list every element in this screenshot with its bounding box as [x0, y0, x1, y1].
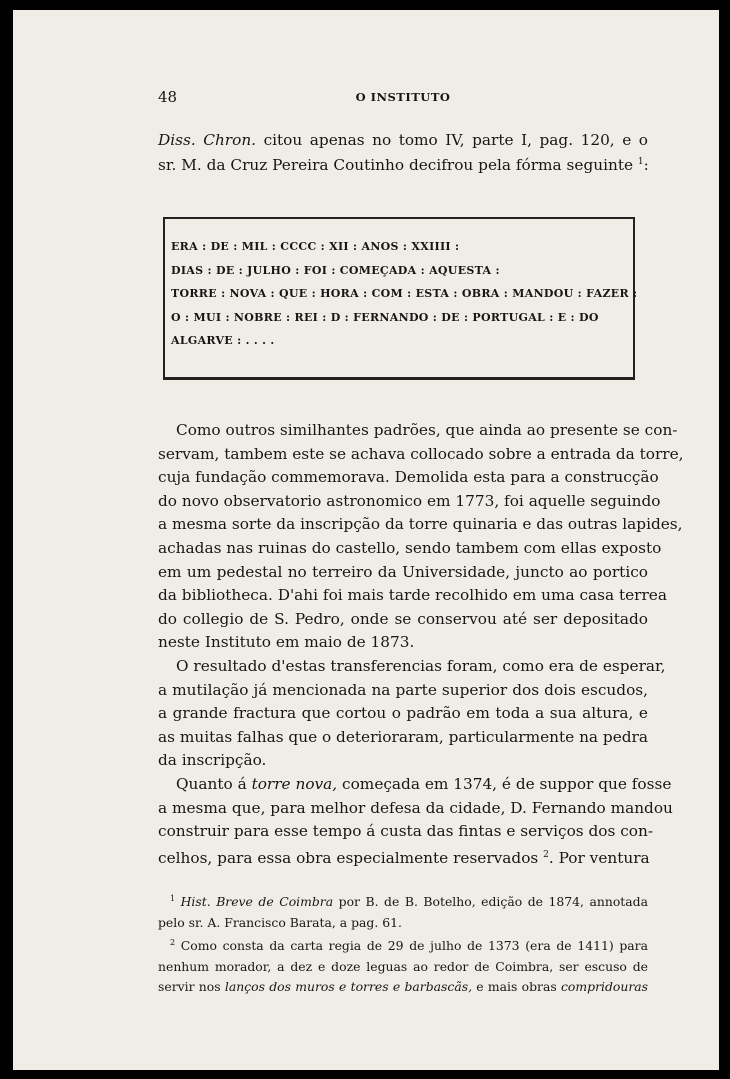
- footnote-line: pelo sr. A. Francisco Barata, a pag. 61.: [158, 914, 402, 930]
- paragraph-line: cuja fundação commemorava. Demolida esta para a construcção: [158, 468, 659, 487]
- intro-line: sr. M. da Cruz Pereira Coutinho decifrou pela fórma seguinte $^1$:: [158, 156, 649, 175]
- inscription-line: ERA : DE : MIL : CCCC : XII : ANOS : XXIIII :: [171, 240, 460, 253]
- inscription-box: [163, 217, 638, 380]
- paragraph-line: da inscripção.: [158, 751, 267, 770]
- paragraph-line: a grande fractura que cortou o padrão em toda a sua altura, e: [158, 704, 648, 723]
- footnotes: [158, 889, 648, 998]
- paragraph-line: neste Instituto em maio de 1873.: [158, 633, 415, 652]
- inscription-line: ALGARVE : . . . .: [171, 334, 275, 347]
- footnote-line: $^1$ Hist. Breve de Coimbra por B. de B. Botelho, edição de 1874, annotada: [170, 894, 648, 910]
- italic-title: Hist. Breve de Coimbra: [180, 894, 334, 910]
- paragraph-line: a mesma sorte da inscripção da torre quinaria e das outras lapides,: [158, 515, 683, 534]
- intro-line: Diss. Chron. citou apenas no tomo IV, parte I, pag. 120, e o: [158, 131, 648, 149]
- inscription-line: O : MUI : NOBRE : REI : D : FERNANDO : DE : PORTUGAL : E : DO: [171, 310, 599, 324]
- paragraph-line: celhos, para essa obra especialmente reservados $^2$. Por ventura: [158, 848, 650, 867]
- footnote-ref: 2: [543, 849, 549, 860]
- body-text: [158, 419, 684, 870]
- intro-text: [158, 129, 648, 176]
- italic-phrase: compridouras: [560, 979, 648, 995]
- inscription-line: TORRE : NOVA : QUE : HORA : COM : ESTA : OBRA : MANDOU : FAZER :: [171, 287, 638, 300]
- footnote-ref: 1: [637, 157, 644, 167]
- paragraph-line: as muitas falhas que o deterioraram, particularmente na pedra: [158, 727, 648, 746]
- footnote-line: nenhum morador, a dez e doze leguas ao redor de Coimbra, ser escuso de: [158, 958, 648, 974]
- paragraph-line: da bibliotheca. D'ahi foi mais tarde recolhido em uma casa terrea: [158, 586, 667, 605]
- page-number: 48: [158, 88, 178, 106]
- footnote-number: 2: [170, 938, 176, 948]
- inscription-line: DIAS : DE : JULHO : FOI : COMEÇADA : AQUESTA :: [171, 263, 500, 277]
- paragraph-line: a mesma que, para melhor defesa da cidade, D. Fernando mandou: [158, 798, 673, 817]
- book-page: [13, 10, 719, 1070]
- paragraph-line: construir para esse tempo á custa das fintas e serviços dos con-: [158, 822, 654, 841]
- page-header: [158, 88, 648, 110]
- paragraph-line: servam, tambem este se achava collocado sobre a entrada da torre,: [158, 444, 684, 463]
- running-title: O INSTITUTO: [355, 90, 451, 104]
- italic-phrase: lanços dos muros e torres e barbascãs,: [224, 979, 473, 995]
- footnote-line: $^2$ Como consta da carta regia de 29 de julho de 1373 (era de 1411) para: [170, 938, 648, 954]
- paragraph-line: Quanto á torre nova, começada em 1374, é de suppor que fosse: [176, 774, 672, 793]
- paragraph-line: Como outros similhantes padrões, que ainda ao presente se con-: [176, 421, 678, 439]
- citation-italic: Diss. Chron.: [158, 131, 257, 149]
- paragraph-line: do collegio de S. Pedro, onde se conservou até ser depositado: [158, 609, 648, 628]
- footnote-number: 1: [170, 894, 176, 903]
- inscription-text: [171, 235, 638, 353]
- footnote-line: servir nos lanços dos muros e torres e barbascãs, e mais obras compridouras: [158, 979, 648, 995]
- paragraph-line: O resultado d'estas transferencias foram, como era de esperar,: [176, 656, 666, 675]
- paragraph-line: achadas nas ruinas do castello, sendo tambem com ellas exposto: [158, 538, 662, 557]
- paragraph-line: a mutilação já mencionada na parte superior dos dois escudos,: [158, 680, 648, 699]
- paragraph-line: do novo observatorio astronomico em 1773, foi aquelle seguindo: [158, 491, 661, 510]
- italic-term: torre nova,: [251, 774, 338, 793]
- paragraph-line: em um pedestal no terreiro da Universidade, juncto ao portico: [158, 562, 648, 581]
